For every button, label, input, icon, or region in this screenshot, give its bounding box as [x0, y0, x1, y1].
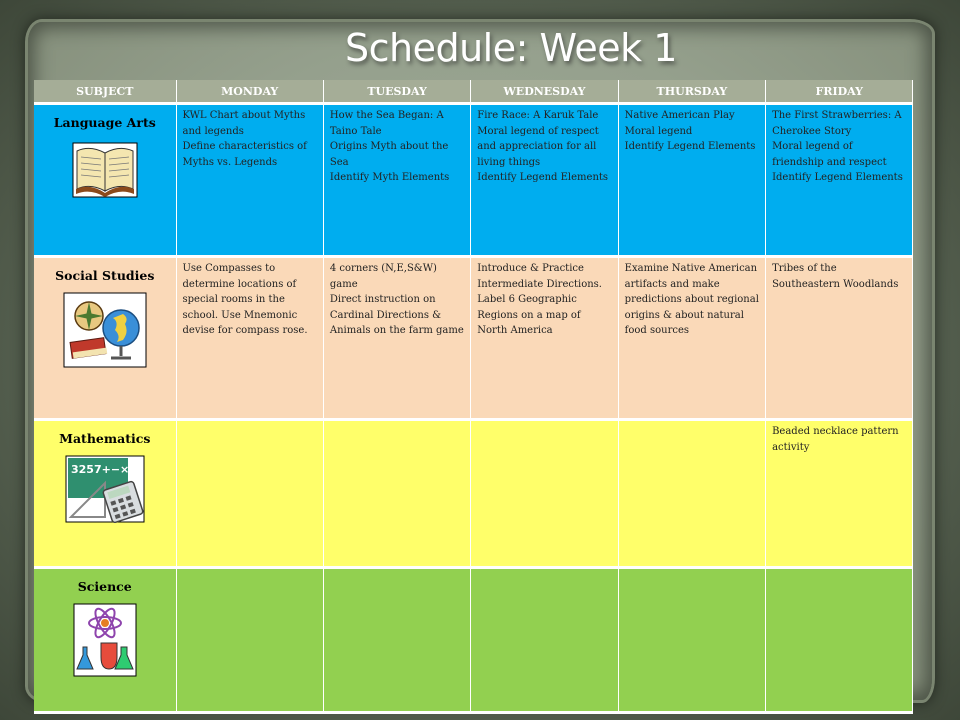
page-title: Schedule: Week 1	[345, 26, 677, 70]
cell-text: The First Strawberries: A Cherokee Story	[772, 110, 902, 137]
cell-text: Define characteristics of Myths vs. Legends	[182, 141, 307, 168]
header-tuesday: TUESDAY	[323, 80, 470, 104]
cell-friday	[766, 420, 913, 568]
row-mathematics	[34, 420, 913, 568]
subject-name: Science	[77, 579, 132, 594]
header-monday: MONDAY	[176, 80, 323, 104]
subject-cell	[34, 568, 176, 713]
cell-wednesday	[471, 257, 618, 420]
cell-tuesday	[323, 420, 470, 568]
book-icon	[72, 139, 138, 199]
subject-cell	[34, 257, 176, 420]
cell-thursday	[618, 568, 765, 713]
cell-text: Moral legend of respect and appreciation for all living things	[477, 125, 599, 168]
cell-text: Tribes of the Southeastern Woodlands	[772, 263, 899, 290]
cell-text: Moral legend of friendship and respect	[772, 141, 887, 168]
cell-tuesday	[323, 568, 470, 713]
cell-monday	[176, 104, 323, 257]
cell-text: Identify Myth Elements	[329, 172, 450, 184]
row-language-arts	[34, 104, 913, 257]
cell-text: Identify Legend Elements	[477, 172, 609, 184]
subject-name: Mathematics	[59, 431, 151, 446]
cell-text: Origins Myth about the Sea	[329, 141, 449, 168]
schedule-table	[34, 80, 913, 714]
cell-thursday	[618, 257, 765, 420]
cell-text: Examine Native American artifacts and make predictions about regional origins & about natural food sources	[624, 263, 759, 337]
row-social-studies	[34, 257, 913, 420]
header-wednesday: WEDNESDAY	[471, 80, 618, 104]
subject-cell	[34, 104, 176, 257]
cell-friday	[766, 257, 913, 420]
cell-text: Beaded necklace pattern activity	[772, 426, 899, 453]
cell-text: 4 corners (N,E,S&W) game	[329, 263, 437, 290]
cell-friday	[766, 568, 913, 713]
cell-monday	[176, 420, 323, 568]
cell-monday	[176, 568, 323, 713]
header-row	[34, 80, 913, 104]
cell-text: Introduce & Practice Intermediate Directions.	[477, 263, 602, 290]
subject-name: Language Arts	[53, 115, 156, 130]
cell-text: Moral legend	[624, 125, 693, 137]
cell-thursday	[618, 104, 765, 257]
cell-wednesday	[471, 104, 618, 257]
header-thursday: THURSDAY	[618, 80, 765, 104]
cell-wednesday	[471, 420, 618, 568]
cell-text: How the Sea Began: A Taino Tale	[329, 110, 444, 137]
row-science	[34, 568, 913, 713]
cell-text: Fire Race: A Karuk Tale	[477, 110, 599, 121]
cell-text: Identify Legend Elements	[624, 141, 756, 153]
cell-thursday	[618, 420, 765, 568]
cell-text: Use Compasses to determine locations of special rooms in the school. Use Mnemonic devise for compass rose.	[182, 263, 308, 337]
subject-name: Social Studies	[55, 268, 155, 283]
header-subject: SUBJECT	[34, 80, 176, 104]
calculator-icon	[65, 455, 145, 523]
cell-friday	[766, 104, 913, 257]
subject-cell	[34, 420, 176, 568]
cell-text: KWL Chart about Myths and legends	[182, 110, 306, 137]
cell-tuesday	[323, 257, 470, 420]
globe-compass-icon	[63, 292, 147, 368]
cell-text: Native American Play	[624, 110, 735, 121]
header-friday: FRIDAY	[766, 80, 913, 104]
cell-monday	[176, 257, 323, 420]
atom-flask-icon	[73, 603, 137, 677]
cell-text: Direct instruction on Cardinal Directions & Animals on the farm game	[329, 294, 464, 337]
cell-tuesday	[323, 104, 470, 257]
chalkboard-text: 3257+−×÷	[70, 462, 139, 476]
cell-wednesday	[471, 568, 618, 713]
cell-text: Identify Legend Elements	[772, 172, 903, 184]
cell-text: Label 6 Geographic Regions on a map of North America	[477, 294, 581, 337]
